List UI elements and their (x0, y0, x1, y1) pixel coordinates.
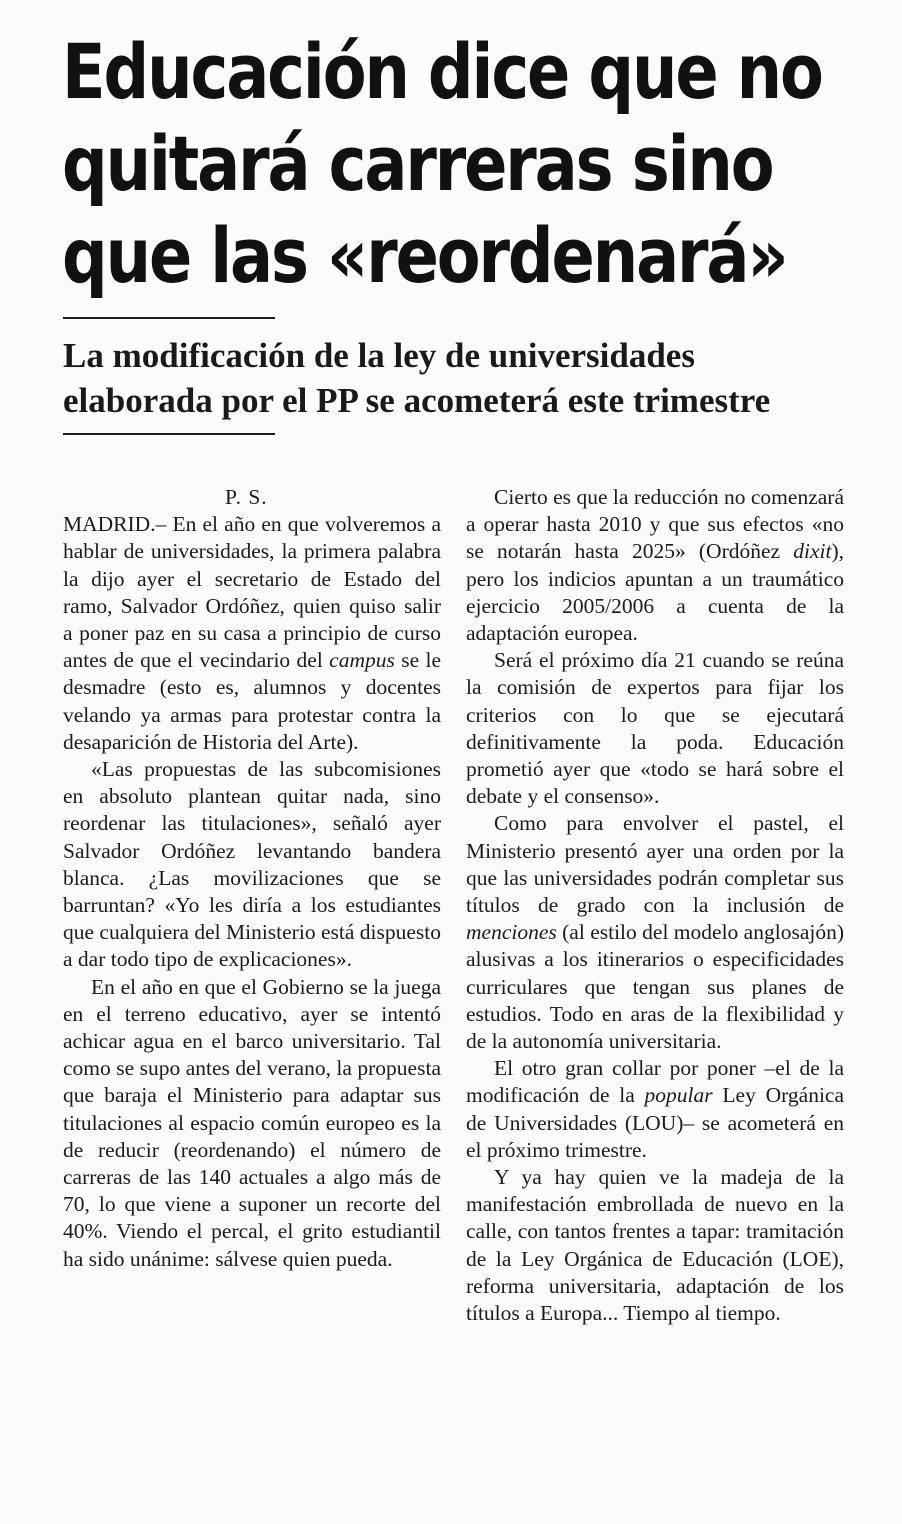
paragraph-text: Ley Orgánica de Universidades (LOU)– se acometerá en el próximo trimestre. (466, 1083, 844, 1162)
emphasis: popular (644, 1083, 713, 1108)
article-column-right (466, 484, 844, 1327)
byline: P. S. (225, 485, 268, 509)
headline (62, 26, 822, 302)
paragraph-text: En el año en que volveremos a hablar de universidades, la primera palabra la dijo ayer el secretario de Estado del ramo, Salvador Ordóñez, quien quiso salir a poner paz en su casa a principio de curso antes de que el vecindario del (63, 512, 441, 673)
article-column-left (63, 484, 441, 1273)
headline-line: Educación dice que no (62, 27, 822, 116)
paragraph (466, 810, 844, 1055)
emphasis: dixit (793, 539, 832, 564)
subheadline-line: elaborada por el PP se acometerá este trimestre (63, 381, 771, 420)
paragraph (63, 511, 441, 756)
paragraph (466, 484, 844, 647)
paragraph: Y ya hay quien ve la madeja de la manifestación embrollada de nuevo en la calle, con tantos frentes a tapar: tramitación de la Ley Orgánica de Educación (LOE), reforma universitaria, adaptación de los títulos a Europa... Tiempo al tiempo. (466, 1165, 844, 1326)
paragraph-text: El otro gran collar por poner –el de la modificación de la (466, 1056, 844, 1108)
headline-line: quitará carreras sino (62, 119, 773, 208)
subheadline-line: La modificación de la ley de universidades (63, 336, 695, 375)
paragraph-text: ), pero los indicios apuntan a un traumático ejercicio 2005/2006 a cuenta de la adaptación europea. (466, 539, 844, 646)
headline-line: que las «reordenará» (62, 211, 787, 300)
top-rule (63, 317, 275, 319)
paragraph-text: se le desmadre (esto es, alumnos y docentes velando ya armas para protestar contra la desaparición de Historia del Arte). (63, 648, 441, 754)
paragraph: En el año en que el Gobierno se la juega en el terreno educativo, ayer se intentó achicar agua en el barco universitario. Tal como se supo antes del verano, la propuesta que baraja el Ministerio para adaptar sus titulaciones al espacio común europeo es la de reducir (reordenando) el número de carreras de las 140 actuales a algo más de 70, lo que viene a suponer un recorte del 40%. Viendo el percal, el grito estudiantil ha sido unánime: sálvese quien pueda. (63, 974, 441, 1271)
paragraph: «Las propuestas de las subcomisiones en absoluto plantean quitar nada, sino reordenar las titulaciones», señaló ayer Salvador Ordóñez levantando bandera blanca. ¿Las movilizaciones que se barruntan? «Yo les diría a los estudiantes que cualquiera del Ministerio está dispuesto a dar todo tipo de explicaciones». (63, 757, 441, 972)
emphasis: campus (329, 648, 395, 673)
paragraph (466, 1055, 844, 1164)
emphasis: menciones (466, 920, 557, 945)
paragraph-text: Como para envolver el pastel, el Ministerio presentó ayer una orden por la que las universidades podrán completar sus títulos de grado con la inclusión de (466, 811, 844, 918)
paragraph-text: Cierto es que la reducción no comenzará a operar hasta 2010 y que sus efectos «no se notarán hasta 2025» (Ordóñez (466, 485, 844, 564)
paragraph: Será el próximo día 21 cuando se reúna la comisión de expertos para fijar los criterios con lo que se ejecutará definitivamente la poda. Educación prometió ayer que «todo se hará sobre el debate y el consenso». (466, 648, 844, 809)
bottom-rule (63, 433, 275, 435)
paragraph-text: (al estilo del modelo anglosajón) alusivas a los itinerarios o especificidades curriculares que tengan sus planes de estudios. Todo en aras de la flexibilidad y de la autonomía universitaria. (466, 920, 844, 1054)
subheadline (63, 333, 843, 423)
dateline: MADRID.– (63, 512, 167, 537)
